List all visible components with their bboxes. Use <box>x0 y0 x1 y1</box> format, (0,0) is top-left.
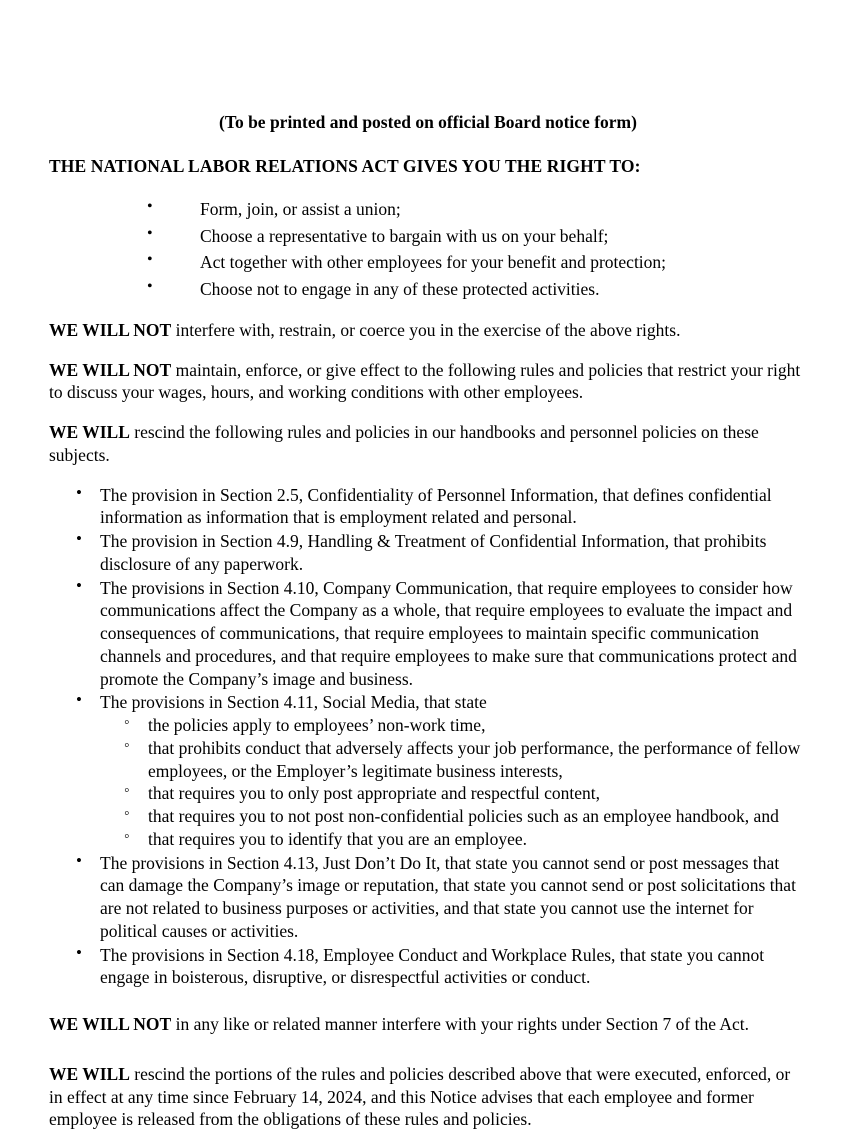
sub-provision-text: that requires you to identify that you are an employee. <box>148 828 528 849</box>
social-media-subitems <box>100 714 807 851</box>
paragraph-rescind-rules <box>49 421 807 467</box>
provision-text: The provisions in Section 4.13, Just Don’t Do It, that state you cannot send or post messages that can damage the Company’s image or reputation, that state you cannot send or post solicitations that are not related to business purposes or activities, and that state you cannot use the internet for political causes or activities. <box>100 852 796 941</box>
list-item <box>49 278 807 301</box>
provision-text: The provisions in Section 4.18, Employee Conduct and Workplace Rules, that state you cannot engage in boisterous, disruptive, or disrespectful activities or conduct. <box>100 944 765 988</box>
spacer <box>49 1053 807 1063</box>
sub-provision-text: that requires you to not post non-confidential policies such as an employee handbook, and <box>148 806 779 826</box>
provisions-list <box>49 484 807 990</box>
rights-list-item-text: Choose not to engage in any of these protected activities. <box>200 279 600 299</box>
list-item <box>100 714 807 737</box>
paragraph-no-maintain-rules <box>49 359 807 405</box>
paragraph-no-interference <box>49 319 807 342</box>
paragraph-lead: WE WILL NOT <box>49 319 172 340</box>
list-item <box>49 530 807 576</box>
list-item <box>49 577 807 691</box>
provision-text: The provision in Section 2.5, Confidentiality of Personnel Information, that defines confidential information as information that is employment related and personal. <box>100 484 772 528</box>
paragraph-text: interfere with, restrain, or coerce you in the exercise of the above rights. <box>171 319 681 340</box>
sub-provision-text: that requires you to only post appropriate and respectful content, <box>148 783 600 804</box>
provision-text: The provision in Section 4.9, Handling & Treatment of Confidential Information, that prohibits disclosure of any paperwork. <box>100 531 767 574</box>
list-item <box>49 251 807 274</box>
list-item <box>100 828 807 851</box>
rights-list-item-text: Act together with other employees for your benefit and protection; <box>200 252 667 273</box>
list-item <box>49 484 807 530</box>
paragraph-rescind-executed-portions <box>49 1063 807 1131</box>
list-item <box>100 805 807 828</box>
list-item <box>49 852 807 943</box>
rights-list-item-text: Form, join, or assist a union; <box>200 198 401 219</box>
paragraph-no-related-interference <box>49 1013 807 1036</box>
paragraph-lead: WE WILL <box>49 422 130 442</box>
rights-list <box>49 198 807 301</box>
paragraph-lead: WE WILL <box>49 1063 130 1084</box>
paragraph-lead: WE WILL NOT <box>49 1014 172 1034</box>
list-item <box>100 782 807 805</box>
list-item <box>100 737 807 783</box>
list-item <box>49 944 807 990</box>
spacer <box>49 1003 807 1013</box>
sub-provision-text: the policies apply to employees’ non-work time, <box>148 715 486 735</box>
provision-text: The provisions in Section 4.10, Company Communication, that require employees to consider how communications affect the Company as a whole, that require employees to evaluate the impact and consequences of communications, that require employees to maintain specific communication channels and procedures, and that require employees to make sure that communications protect and promote the Company’s image and business. <box>100 577 797 689</box>
page-title: THE NATIONAL LABOR RELATIONS ACT GIVES YOU THE RIGHT TO: <box>49 155 641 176</box>
paragraph-text: maintain, enforce, or give effect to the following rules and policies that restrict your right to discuss your wages, hours, and working conditions with other employees. <box>49 359 801 403</box>
paragraph-text: rescind the following rules and policies in our handbooks and personnel policies on these subjects. <box>49 422 759 465</box>
provision-text: The provisions in Section 4.11, Social Media, that state <box>100 692 487 713</box>
list-item <box>49 225 807 248</box>
paragraph-text: rescind the portions of the rules and policies described above that were executed, enforced, or in effect at any time since February 14, 2024, and this Notice advises that each employee and former employee is released from the obligations of these rules and policies. <box>49 1063 791 1130</box>
print-instruction-note: (To be printed and posted on official Board notice form) <box>219 112 637 132</box>
sub-provision-text: that prohibits conduct that adversely affects your job performance, the performance of fellow employees, or the Employer’s legitimate business interests, <box>148 737 801 781</box>
list-item <box>49 691 807 850</box>
paragraph-text: in any like or related manner interfere with your rights under Section 7 of the Act. <box>171 1014 750 1034</box>
rights-list-item-text: Choose a representative to bargain with us on your behalf; <box>200 225 609 246</box>
list-item <box>49 198 807 221</box>
paragraph-lead: WE WILL NOT <box>49 359 172 380</box>
